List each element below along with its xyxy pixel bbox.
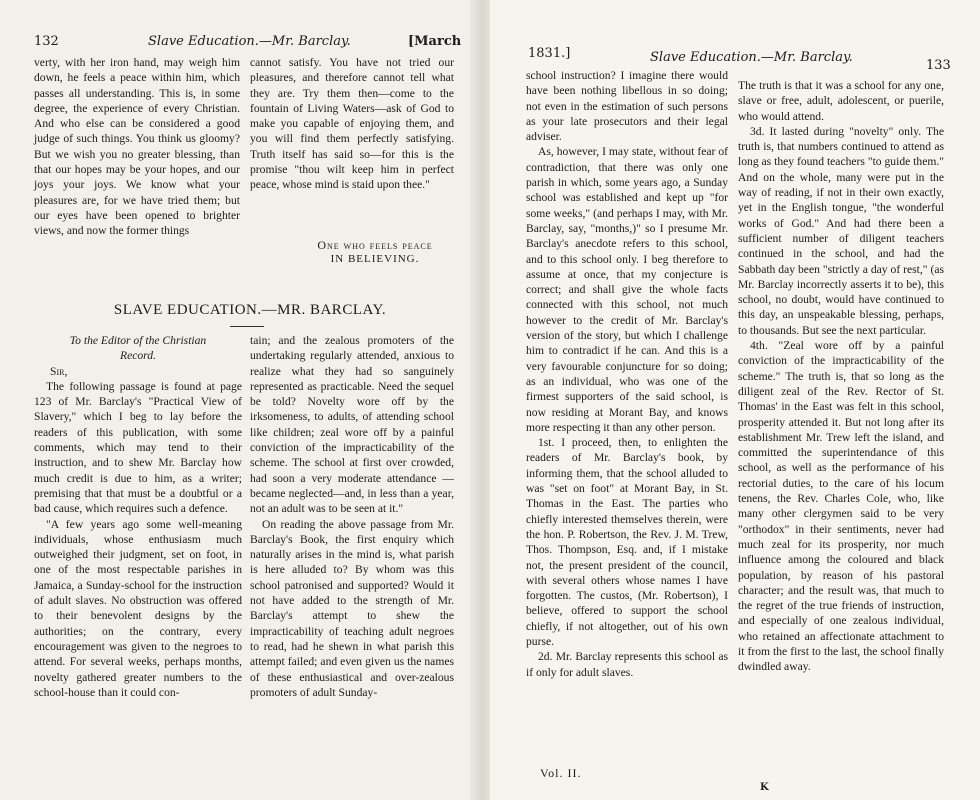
right-col2	[738, 78, 944, 675]
signature-mark: K	[760, 782, 769, 793]
left-col2-para-2: On reading the above passage from Mr. Barclay's Book, the first enquiry which naturally arises in the mind is, what parish is here alluded to? By whom was this school patronised and supported? Would it not have added to the strength of Mr. Barclay's attempt to shew the impracticability of teaching adult negroes to read, had he shewn in what parish this attempt failed; and even given us the names of these enthusiastical and over-zealous promoters of adult Sunday-	[250, 517, 454, 699]
editor-line-2: Record.	[120, 349, 156, 363]
right-running-date: 1831.]	[528, 46, 571, 61]
right-col2-para-1: The truth is that it was a school for any one, slave or free, adult, adolescent, or puerile, who would attend.	[738, 79, 944, 123]
right-col1-para-4: 2d. Mr. Barclay represents this school as if only for adult slaves.	[526, 650, 728, 679]
editor-line-1: To the Editor of the Christian	[69, 334, 207, 347]
right-col2-para-3: 4th. "Zeal wore off by a painful conviction of the impracticability of the scheme." The truth is, that so long as the diligent zeal of the Rev. Rector of St. Thomas' in the East was felt in this school, prosperity attended it. But not long after its establishment Mr. Trew left the island, and committed the superintendance of this school, as well as the performance of his rectorial duties, to the care of his locum tenens, the Rev. Charles Cole, who, like many other clergymen said to be very "orthodox" in their sentiments, never had much zeal for its prosperity, nor much influence among the coloured and black population, by reason of his pastoral character; and the result was, that much to the regret of the true friends of instruction, and especially of one zealous individual, who retained an affectionate attachment to it from the first to the last, the school finally dwindled away.	[738, 339, 944, 674]
right-col1-para-2: As, however, I may state, without fear of contradiction, that there was only one parish in which, some years ago, a Sunday school was established and kept up "for some weeks," (and perhaps I may, with Mr. Barclay, say, "months,)" so I presume Mr. Barclay's anecdote refers to this school, and to this school only. I beg therefore to assume at once, that my conjecture is correct; and shall give the whole facts connected with this school, not much however to the credit of Mr. Barclay's version of the story, but which I challenge him to contradict if he can. And this is a very favourable conjuncture for so doing; as an individual, who was one of the firmest supporters of the said school, is now residing at Morant Bay, and knows more respecting it than any other person.	[526, 145, 728, 434]
left-col1-top	[34, 55, 240, 239]
left-running-head: Slave Education.—Mr. Barclay.	[148, 34, 351, 49]
left-page-number: 132	[34, 34, 59, 49]
volume-label: Vol. II.	[540, 766, 582, 780]
left-col1-para-2: "A few years ago some well-meaning individuals, whose enthusiasm much outweighed their judgment, set on foot, in one of the most respectable parishes in Jamaica, a Sunday-school for the instruction of adult slaves. No obstruction was offered to their benevolent designs by the authorities; on the contrary, every encouragement was given to the negroes to attend. For several weeks, perhaps months, novelty gathered greater numbers to the school-house than it could con-	[34, 517, 242, 699]
letter-signature	[300, 238, 450, 265]
right-col2-para-2: 3d. It lasted during "novelty" only. The truth is, that numbers continued to attend as long as they found teachers "to guide them." And on the whole, many were put in the way of reading, if not in their own exactly, yet in the English tongue, "the wonderful works of God." And had there been a sufficient number of diligent teachers continued in the school, and had the Sabbath day been "strictly a day of rest," (as Mr. Barclay incorrectly asserts it to be), this school, no doubt, would have continued to this day, an unspeakable blessing, perhaps, to thousands. But see the next particular.	[738, 124, 944, 337]
right-col1-para-3: 1st. I proceed, then, to enlighten the readers of Mr. Barclay's book, by informing them, that the school alluded to was "set on foot" at Morant Bay, in St. Thomas in the East. The parties who chiefly interested themselves therein, were the hon. P. Robertson, the Rev. J. M. Trew, Thos. Thompson, Esq. and, if I mistake not, the present president of the council, with several others whose names I have forgotten. The custos, (Mr. Robertson), I believe, offered to support the school chiefly, if not altogether, out of his own purse.	[526, 436, 728, 648]
left-col2-body	[250, 333, 454, 700]
title-rule	[230, 326, 264, 327]
right-page	[490, 0, 980, 800]
salutation: Sir,	[50, 364, 68, 378]
left-col2-top-text: cannot satisfy. You have not tried our pleasures, and therefore cannot tell what they are. Try them then—come to the fountain of Living Waters—ask of God to make you capable of enjoying them, and you will find them perfectly satisfying. Truth itself has said so—for this is the promise "thou wilt keep him in perfect peace, whose mind is staid upon thee."	[250, 56, 454, 192]
left-col1-para-1: The following passage is found at page 123 of Mr. Barclay's "Practical View of Slavery," which I beg to lay before the readers of this publication, with some comments, which may tend to their instruction, and to shew Mr. Barclay how much credit is due to him, as a writer; premising that that must be a doubtful or a bad cause, which requires such a defence.	[34, 379, 242, 516]
signature-line-2: IN BELIEVING.	[330, 253, 420, 265]
article-title: SLAVE EDUCATION.—MR. BARCLAY.	[113, 302, 387, 318]
left-col1-top-text: verty, with her iron hand, may weigh him down, he feels a peace within him, which passes all understanding. This is, in some degree, the experience of every Christian. And who else can be considered a good judge of such things. You think us gloomy? But we wish you no greater blessing, than that our hopes may be your hopes, and our joys your joys. We know what your pleasures are, for we have tried them; but our eyes have been opened to brighter views, and now the former things	[34, 56, 240, 238]
left-col1-body	[34, 333, 242, 700]
right-running-head: Slave Education.—Mr. Barclay.	[650, 50, 853, 65]
left-col2-top	[250, 55, 454, 193]
left-running-date: [March	[408, 34, 462, 49]
left-page	[0, 0, 478, 800]
left-col2-para-1: tain; and the zealous promoters of the undertaking regularly attended, anxious to realize what they had so sanguinely represented as practicable. Need the sequel be told? Novelty wore off by the irksomeness, to adults, of attending school like children; zeal wore off by a painful conviction of the impracticability of the scheme. The school at first over crowded, had soon a very moderate attendance — became neglected—and, in less than a year, not an adult was to be seen at it."	[250, 334, 454, 516]
signature-line-1: One who feels peace	[317, 238, 433, 252]
right-page-number: 133	[926, 58, 951, 73]
right-col1	[526, 68, 728, 680]
right-col1-para-1: school instruction? I imagine there would have been nothing libellous in so doing; not even in the estimation of such persons as your late prosecutors and their legal adviser.	[526, 69, 728, 144]
